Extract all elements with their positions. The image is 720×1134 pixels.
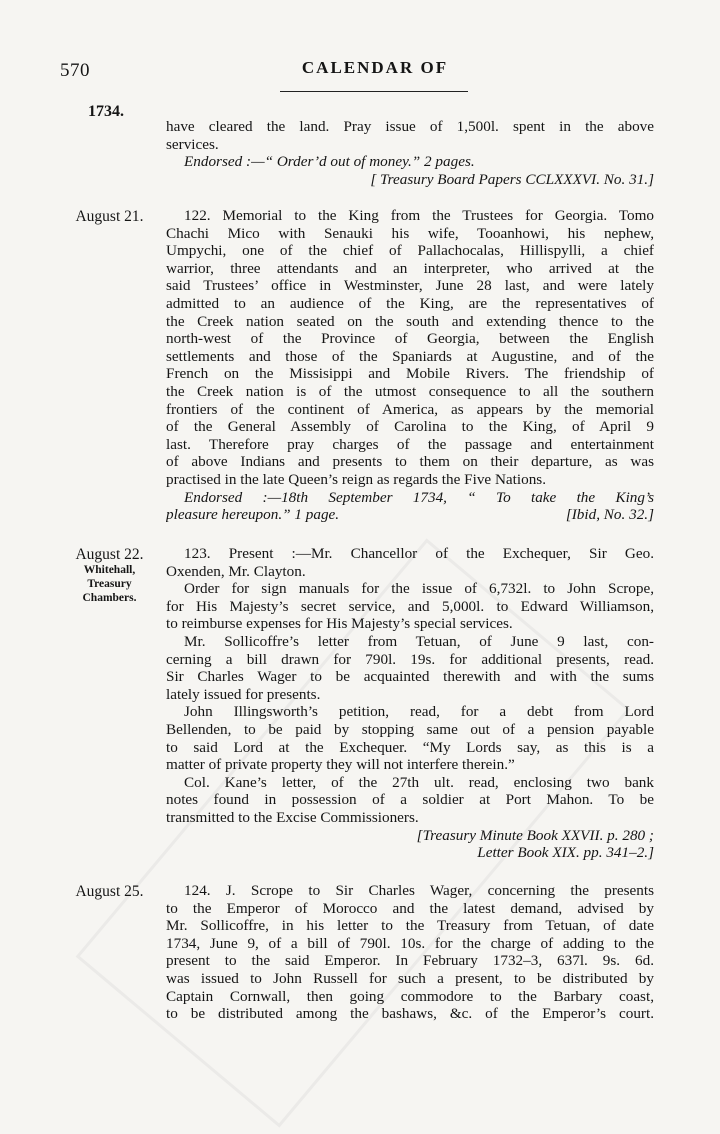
place-line: Whitehall, [83, 564, 136, 576]
text-line: Order for sign manuals for the issue of 6,732l. to John Scrope, [184, 580, 654, 598]
text-line: lately issued for presents. [166, 685, 321, 703]
entry-124 [166, 882, 654, 1023]
text-line: 122. Memorial to the King from the Trustees for Georgia. Tomo [184, 207, 654, 224]
endorsement: Endorsed :—18th September 1734, “ To take the King’s [184, 488, 654, 506]
text-line: to said Lord at the Exchequer. “My Lords say, as this is a [166, 738, 654, 756]
text-line: frontiers of the continent of America, as appears by the memorial [166, 400, 654, 418]
source-reference: [Ibid, No. 32.] [565, 506, 654, 524]
text-line: was issued to John Russell for such a present, to be distributed by [166, 969, 654, 987]
entry-place [62, 563, 157, 605]
text-line: John Illingsworth’s petition, read, for a debt from Lord [184, 703, 654, 721]
text-line: Oxenden, Mr. Clayton. [166, 562, 306, 580]
text-line: last. Therefore pray charges of the passage and entertainment [166, 435, 654, 453]
text-line: the Creek nation is of the utmost consequence to all the southern [166, 382, 654, 400]
entry-123 [166, 545, 654, 862]
page-number: 570 [60, 60, 90, 81]
place-line: Chambers. [82, 592, 137, 604]
text-line: cerning a bill drawn for 790l. 19s. for additional presents, read. [166, 650, 654, 668]
text-line: 124. J. Scrope to Sir Charles Wager, concerning the presents [184, 882, 654, 899]
text-line: Bellenden, to be paid by stopping same out of a pension payable [166, 720, 654, 738]
source-reference: [ Treasury Board Papers CCLXXXVI. No. 31.] [370, 170, 654, 188]
text-line: settlements and those of the Spaniards at Augustine, and of the [166, 347, 654, 365]
text-line: warrior, three attendants and an interpreter, who arrived at the [166, 259, 654, 277]
source-reference: Letter Book XIX. pp. 341–2.] [477, 844, 654, 862]
text-line: said Trustees’ office in Westminster, June 28 last, and were lately [166, 277, 654, 295]
entry-continuation [166, 118, 654, 188]
text-line: French on the Missisippi and Mobile Rivers. The friendship of [166, 365, 654, 383]
text-line: of above Indians and presents to them on their departure, as was [166, 453, 654, 471]
entry-date: August 25. [75, 883, 144, 900]
text-line: the Creek nation seated on the south and extending thence to the [166, 312, 654, 330]
running-head: CALENDAR OF [301, 58, 449, 77]
endorsement: pleasure hereupon.” 1 page. [166, 506, 340, 524]
text-line: to reimburse expenses for His Majesty’s special services. [166, 615, 513, 633]
text-line: services. [166, 135, 219, 153]
text-line: Chachi Mico with Senauki his wife, Tooanhowi, his nephew, [166, 224, 654, 242]
text-line: Umpychi, one of the chief of Pallachocalas, Hillispylli, a chief [166, 242, 654, 260]
year-marker: 1734. [88, 103, 124, 120]
text-line: transmitted to the Excise Commissioners. [166, 808, 419, 826]
text-line: admitted to an audience of the King, are the representatives of [166, 294, 654, 312]
text-line: Captain Cornwall, then going commodore to the Barbary coast, [166, 987, 654, 1005]
text-line: Col. Kane’s letter, of the 27th ult. read, enclosing two bank [184, 773, 654, 791]
text-line: of the General Assembly of Carolina to the King, of April 9 [166, 418, 654, 436]
text-line: have cleared the land. Pray issue of 1,500l. spent in the above [166, 118, 654, 135]
text-line: north-west of the Province of Georgia, between the English [166, 330, 654, 348]
text-line: matter of private property they will not interfere therein.” [166, 756, 515, 774]
text-line: present to the said Emperor. In February 1732–3, 637l. 9s. 6d. [166, 952, 654, 970]
text-line: to the Emperor of Morocco and the latest demand, advised by [166, 899, 654, 917]
endorsement-last-line [166, 506, 654, 524]
text-line: Mr. Sollicoffre, in his letter to the Treasury from Tetuan, of date [166, 917, 654, 935]
entry-date: August 22. [75, 546, 144, 563]
text-line: practised in the late Queen’s reign as regards the Five Nations. [166, 470, 546, 488]
entry-date: August 21. [75, 208, 144, 225]
text-line: for His Majesty’s secret service, and 5,000l. to Edward Williamson, [166, 597, 654, 615]
text-line: to be distributed among the bashaws, &c. of the Emperor’s court. [166, 1005, 654, 1023]
place-line: Treasury [87, 578, 132, 590]
endorsement: Endorsed :—“ Order’d out of money.” 2 pages. [184, 153, 475, 171]
text-line: Sir Charles Wager to be acquainted therewith and with the sums [166, 668, 654, 686]
text-line: 123. Present :—Mr. Chancellor of the Exchequer, Sir Geo. [184, 545, 654, 562]
header-rule [280, 91, 468, 92]
text-line: 1734, June 9, of a bill of 790l. 10s. for the charge of adding to the [166, 934, 654, 952]
text-line: Mr. Sollicoffre’s letter from Tetuan, of June 9 last, con- [184, 632, 654, 650]
source-reference: [Treasury Minute Book XXVII. p. 280 ; [416, 826, 654, 844]
entry-122 [166, 207, 654, 524]
text-line: notes found in possession of a soldier at Port Mahon. To be [166, 791, 654, 809]
